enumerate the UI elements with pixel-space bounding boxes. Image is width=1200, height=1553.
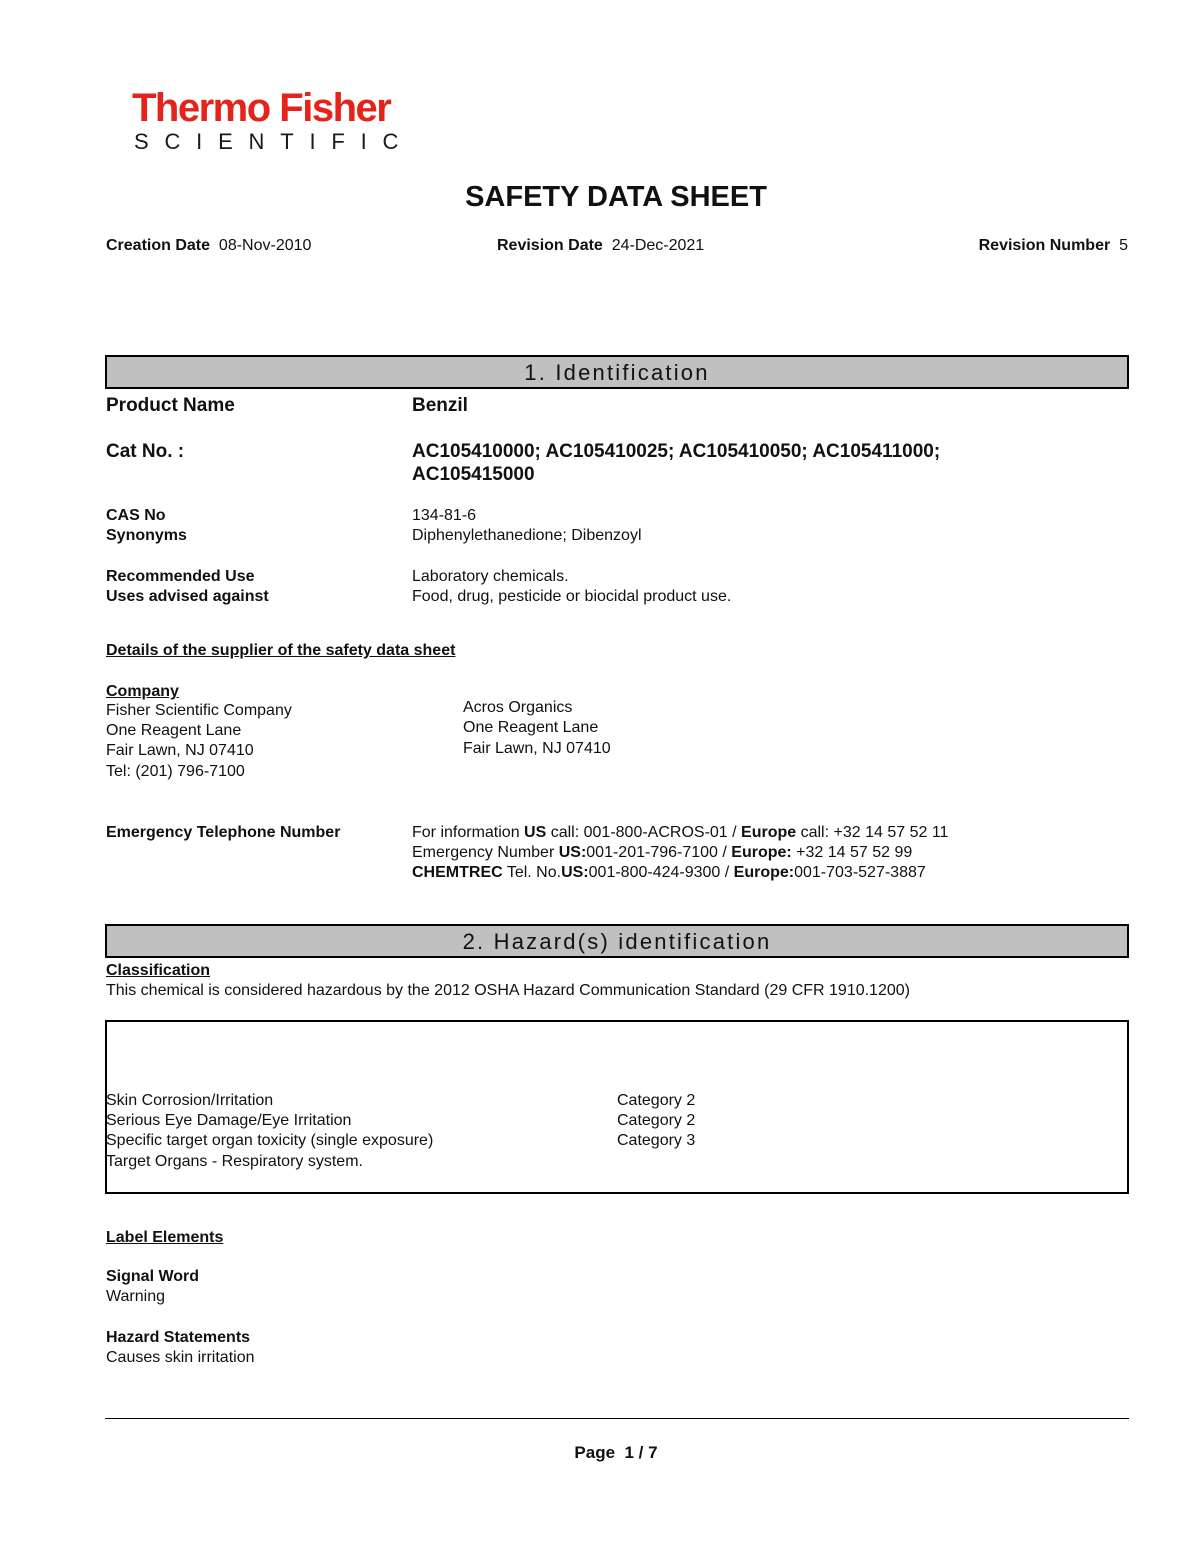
classification-text: This chemical is considered hazardous by the 2012 OSHA Hazard Communication Standard (29 CFR 1910.1200) [106, 982, 910, 999]
cas-no-value: 134-81-6 [412, 507, 477, 524]
company-left-line: One Reagent Lane [106, 722, 242, 739]
text-segment: 001-800-424-9300 / [588, 864, 734, 881]
creation-date-label: Creation Date [106, 237, 211, 254]
text-segment: 001-703-527-3887 [794, 864, 926, 881]
section-heading-identification: 1. Identification [105, 355, 1129, 389]
creation-date-value: 08-Nov-2010 [218, 237, 312, 254]
text-segment: CHEMTREC [412, 864, 503, 881]
hazard-category: Category 2 [617, 1112, 696, 1129]
text-segment: Europe: [731, 844, 792, 861]
text-segment: US [524, 824, 547, 841]
signal-word-value: Warning [106, 1288, 165, 1305]
signal-word-label: Signal Word [106, 1268, 200, 1285]
text-segment: call: 001-800-ACROS-01 / [546, 824, 742, 841]
text-segment: Europe: [733, 864, 795, 881]
revision-number-value: 5 [1119, 237, 1128, 254]
text-segment: call: +32 14 57 52 11 [796, 824, 949, 841]
page-value: 1 / 7 [624, 1443, 658, 1462]
creation-date [106, 238, 311, 254]
cat-no-value-line1: AC105410000; AC105410025; AC105410050; AC105411000; [412, 441, 941, 462]
text-segment: 001-201-796-7100 / [586, 844, 732, 861]
revision-number-label: Revision Number [978, 237, 1111, 254]
hazard-name: Serious Eye Damage/Eye Irritation [106, 1112, 352, 1129]
hazard-statements-value: Causes skin irritation [106, 1349, 255, 1366]
supplier-details-heading: Details of the supplier of the safety data sheet [106, 642, 456, 659]
company-right-line: Fair Lawn, NJ 07410 [463, 740, 611, 757]
cat-no-label: Cat No. : [106, 441, 185, 462]
synonyms-value: Diphenylethanedione; Dibenzoyl [412, 527, 642, 544]
emergency-telephone-label: Emergency Telephone Number [106, 824, 341, 841]
company-right-line: Acros Organics [463, 699, 573, 716]
synonyms-label: Synonyms [106, 527, 187, 544]
text-segment: US: [558, 844, 587, 861]
company-left-line: Fair Lawn, NJ 07410 [106, 742, 254, 759]
text-segment: US: [561, 864, 589, 881]
emergency-line-number [412, 843, 912, 864]
document-title: SAFETY DATA SHEET [465, 181, 767, 213]
section-heading-hazards: 2. Hazard(s) identification [105, 924, 1129, 958]
cat-no-value-line2: AC105415000 [412, 464, 535, 485]
hazard-category: Category 3 [617, 1132, 696, 1149]
footer-divider [105, 1418, 1129, 1419]
cas-no-label: CAS No [106, 507, 166, 524]
hazard-statements-label: Hazard Statements [106, 1329, 251, 1346]
text-segment: Tel. No. [502, 864, 562, 881]
logo-subtitle: SCIENTIFIC [134, 129, 415, 154]
text-segment: Europe [741, 824, 797, 841]
revision-number [979, 238, 1128, 254]
company-left-line: Fisher Scientific Company [106, 702, 292, 719]
emergency-line-chemtrec [412, 863, 926, 884]
revision-date-value: 24-Dec-2021 [611, 237, 705, 254]
hazard-name: Skin Corrosion/Irritation [106, 1092, 274, 1109]
revision-date [497, 238, 704, 254]
product-name-label: Product Name [106, 395, 235, 416]
classification-heading: Classification [106, 962, 211, 979]
text-segment: For information [412, 824, 525, 841]
revision-date-label: Revision Date [497, 237, 603, 254]
company-right-line: One Reagent Lane [463, 719, 599, 736]
uses-advised-against-value: Food, drug, pesticide or biocidal product use. [412, 588, 732, 605]
emergency-line-info [412, 823, 948, 844]
recommended-use-value: Laboratory chemicals. [412, 568, 569, 585]
uses-advised-against-label: Uses advised against [106, 588, 269, 605]
text-segment: Emergency Number [412, 844, 559, 861]
product-name-value: Benzil [412, 395, 468, 416]
logo-wordmark: Thermo Fisher [132, 86, 391, 130]
target-organs: Target Organs - Respiratory system. [106, 1153, 363, 1170]
page-number [0, 1443, 1200, 1464]
recommended-use-label: Recommended Use [106, 568, 255, 585]
text-segment: +32 14 57 52 99 [791, 844, 913, 861]
label-elements-heading: Label Elements [106, 1229, 224, 1246]
company-left-line: Tel: (201) 796-7100 [106, 763, 245, 780]
hazard-category: Category 2 [617, 1092, 696, 1109]
page-label: Page [574, 1443, 616, 1462]
hazard-name: Specific target organ toxicity (single exposure) [106, 1132, 434, 1149]
company-heading: Company [106, 683, 179, 700]
